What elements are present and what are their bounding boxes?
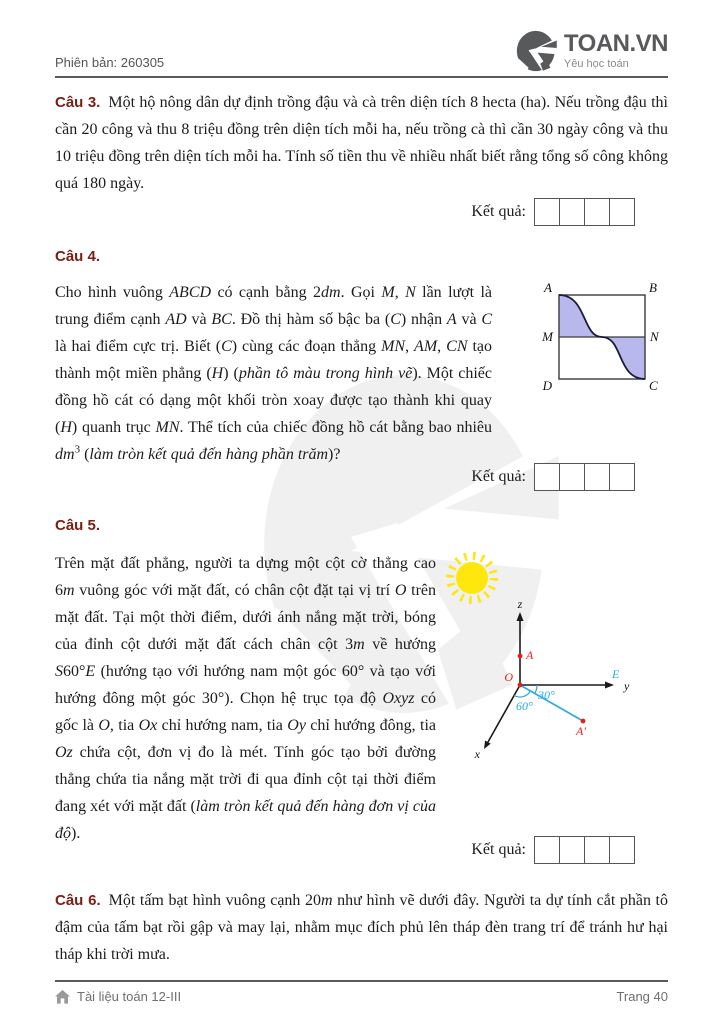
text-run: ) quanh trục — [71, 419, 156, 436]
answer-cell — [609, 463, 635, 491]
version-label: Phiên bản: 260305 — [55, 55, 165, 70]
square-cubic-figure — [538, 277, 668, 395]
text-run: C — [390, 311, 401, 328]
text-run: . Thể tích của chiếc đồng hồ cát bằng bao nhiêu — [179, 419, 492, 436]
text-run: về hướng — [364, 636, 436, 653]
label-D: D — [542, 378, 552, 393]
label-C: C — [649, 378, 658, 393]
toan-vn-logo — [516, 29, 668, 73]
text-run: C — [481, 311, 493, 328]
question-4-text — [55, 279, 492, 468]
text-run: AM — [414, 338, 438, 355]
text-run: N — [405, 284, 416, 301]
text-run: CN — [446, 338, 468, 355]
label-point-A: A — [526, 648, 534, 662]
text-run: )? — [328, 446, 341, 463]
answer-cell — [559, 463, 585, 491]
result-label: Kết quả: — [471, 841, 526, 858]
text-run: , — [394, 284, 406, 301]
text-run: chỉ hướng nam, tia — [157, 717, 288, 734]
question-6 — [55, 887, 668, 968]
text-run: BC — [211, 311, 232, 328]
result-label: Kết quả: — [471, 203, 526, 220]
text-run: có gốc là — [55, 690, 436, 734]
text-run: ) nhận — [400, 311, 447, 328]
text-run: 3 — [74, 443, 81, 456]
question-3 — [55, 89, 668, 197]
text-run: phần tô màu trong hình vẽ — [238, 365, 413, 382]
question-5 — [55, 550, 668, 847]
answer-cell — [534, 198, 560, 226]
text-run: như hình vẽ dưới đây. Người ta dự tính cắt phần tô đậm của tấm bạt rồi gập và may lại, nhằm mục đích phủ lên tháp đèn trang trí để tránh hư hại tháp khi trời mưa. — [55, 892, 669, 963]
answer-boxes — [534, 198, 635, 226]
text-run: , — [437, 338, 447, 355]
question-4 — [55, 279, 668, 468]
doc-title: Tài liệu toán 12-III — [77, 989, 182, 1004]
page-header — [55, 26, 668, 78]
text-run: O — [394, 582, 407, 599]
page-footer — [55, 980, 668, 1004]
answer-boxes — [534, 836, 635, 864]
question-3-text — [55, 94, 668, 192]
text-run: (hướng tạo với hướng nam một góc 60° và tạo với hướng đông một góc 30°). Chọn hệ trục tọa độ — [55, 663, 436, 707]
answer-cell — [584, 198, 610, 226]
label-B: B — [649, 280, 657, 295]
text-run: chứa cột, đơn vị đo là mét. Tính góc tạo bởi đường thẳng chứa tia nắng mặt trời đi qua đỉnh cột tại thời điểm đang xét với mặt đất ( — [55, 744, 436, 815]
text-run: ). — [71, 825, 81, 842]
text-run: MN — [381, 338, 406, 355]
text-run: ). Một chiếc đồng hồ cát có dạng một khối tròn xoay được tạo thành khi quay ( — [55, 365, 492, 436]
text-run: , tia — [109, 717, 139, 734]
text-run: trên mặt đất. Tại một thời điểm, dưới ánh nắng mặt trời, bóng của đỉnh cột dưới mặt đất cách chân cột 3 — [55, 582, 436, 653]
text-run: E — [85, 663, 96, 680]
text-run: ) ( — [223, 365, 239, 382]
sun-icon — [456, 562, 488, 594]
text-run: Một hộ nông dân dự định trồng đậu và cà trên diện tích 8 hecta (ha). Nếu trồng đậu thì cần 20 công và thu 8 triệu đồng trên diện tích mỗi ha, nếu trồng cà thì cần 30 ngày công và thu 10 triệu đồng trên diện tích mỗi ha. Tính số tiền thu về nhiều nhất biết rằng tổng số công không quá 180 ngày. — [55, 94, 668, 192]
text-run: lần lượt là trung điểm cạnh — [55, 284, 493, 328]
question-5-text — [55, 550, 436, 847]
sun-axes-figure — [436, 550, 641, 765]
question-4-label: Câu 4. — [55, 248, 101, 265]
text-run: có cạnh bằng 2 — [211, 284, 322, 301]
logo-title: TOAN.VN — [563, 30, 668, 57]
text-run: làm tròn kết quả đến hàng đơn vị của độ — [55, 798, 437, 842]
text-run: Trên mặt đất phẳng, người ta dựng một cột cờ thẳng cao 6 — [55, 555, 436, 599]
text-run: vuông góc với mặt đất, có chân cột đặt tại vị trí — [74, 582, 395, 599]
footer-left — [55, 989, 181, 1004]
text-run: Cho hình vuông — [55, 284, 170, 301]
label-N: N — [650, 329, 659, 344]
text-run: . Đồ thị hàm số bậc ba ( — [231, 311, 391, 328]
text-run: làm tròn kết quả đến hàng phần trăm — [89, 446, 329, 463]
logo-text-block — [564, 32, 668, 70]
label-point-A-prime: A′ — [576, 724, 586, 738]
label-y-axis: y — [624, 679, 630, 693]
text-run: H — [60, 419, 72, 436]
text-run: O — [98, 717, 110, 734]
answer-cell — [584, 836, 610, 864]
logo-tagline: Yêu học toán — [563, 58, 629, 70]
text-run: A — [446, 311, 457, 328]
text-run: Oy — [287, 717, 306, 734]
text-run: ) cùng các đoạn thẳng — [231, 338, 382, 355]
text-run: S — [55, 663, 63, 680]
text-run: m — [321, 892, 333, 909]
answer-boxes — [534, 463, 635, 491]
text-run: Một tấm bạt hình vuông cạnh 20 — [108, 892, 322, 909]
label-x-axis: x — [474, 747, 480, 761]
text-run: dm — [321, 284, 341, 301]
text-run: Ox — [138, 717, 158, 734]
label-A: A — [544, 280, 552, 295]
question-6-text — [55, 892, 668, 963]
result-label: Kết quả: — [471, 468, 526, 485]
label-M: M — [542, 329, 553, 344]
text-run: 60° — [63, 663, 86, 680]
text-run: H — [211, 365, 224, 382]
text-run: . Gọi — [340, 284, 382, 301]
text-run: MN — [155, 419, 180, 436]
label-east: E — [612, 667, 620, 681]
label-angle-30: 30° — [538, 688, 555, 702]
toan-vn-logo-icon — [516, 29, 558, 73]
question-3-label: Câu 3. — [55, 94, 101, 111]
text-run: , — [405, 338, 415, 355]
text-run: tạo thành một miền phẳng ( — [55, 338, 493, 382]
text-run: C — [221, 338, 232, 355]
label-origin: O — [504, 670, 513, 684]
answer-row-q3 — [55, 197, 668, 227]
answer-cell — [609, 836, 635, 864]
text-run: là hai điểm cực trị. Biết ( — [55, 338, 222, 355]
text-run: dm — [55, 446, 75, 463]
text-run: và — [186, 311, 212, 328]
text-run: M — [381, 284, 395, 301]
text-run: và — [456, 311, 482, 328]
answer-cell — [609, 198, 635, 226]
answer-cell — [534, 463, 560, 491]
text-run: ( — [80, 446, 90, 463]
answer-cell — [559, 198, 585, 226]
text-run: chỉ hướng đông, tia — [305, 717, 437, 734]
text-run: m — [63, 582, 75, 599]
text-run: Oxyz — [382, 690, 415, 707]
home-icon — [55, 990, 70, 1004]
label-angle-60: 60° — [516, 699, 533, 713]
page-number: Trang 40 — [616, 989, 668, 1004]
answer-cell — [534, 836, 560, 864]
text-run: m — [353, 636, 365, 653]
text-run: ABCD — [169, 284, 212, 301]
text-run: AD — [165, 311, 187, 328]
label-z-axis: z — [517, 597, 523, 611]
text-run: Oz — [55, 744, 73, 761]
answer-cell — [559, 836, 585, 864]
question-6-label: Câu 6. — [55, 892, 101, 909]
answer-cell — [584, 463, 610, 491]
question-5-label: Câu 5. — [55, 517, 101, 534]
